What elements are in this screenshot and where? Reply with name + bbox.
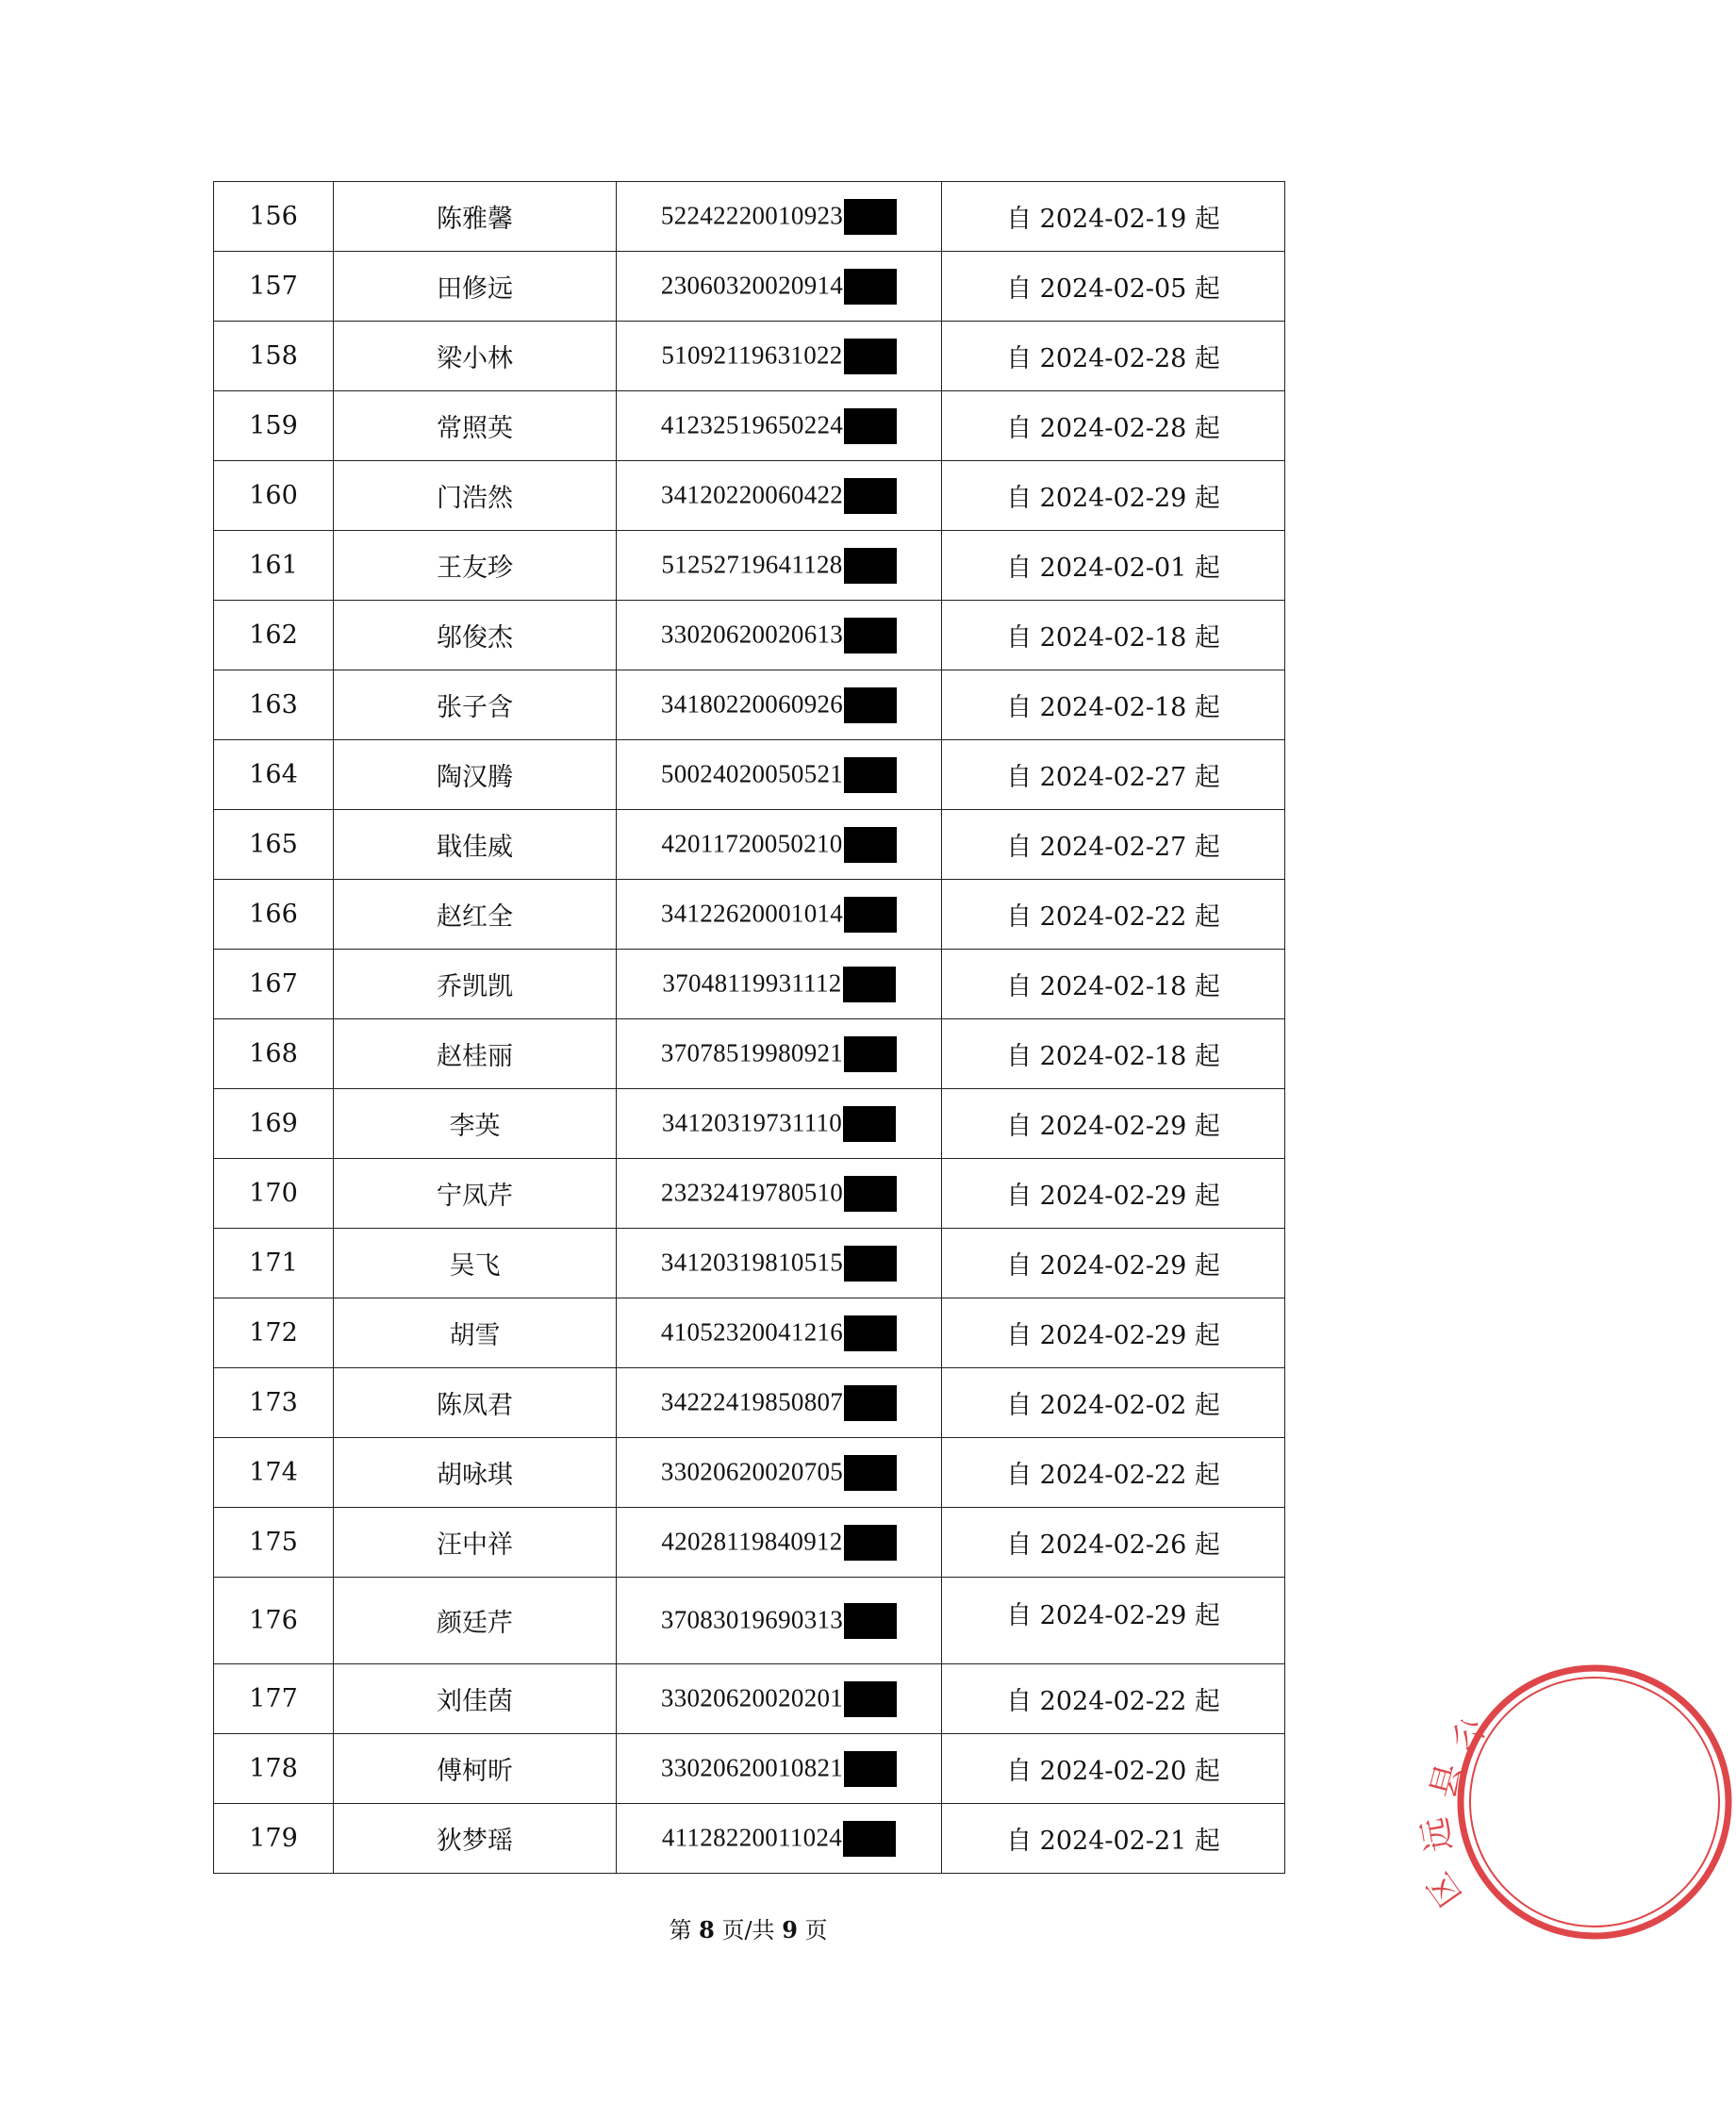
name-cell: 张子含: [334, 670, 617, 740]
redaction-block: [844, 1315, 897, 1351]
id-number-visible-digits: 34122620001014: [660, 899, 844, 927]
row-number-cell: 161: [214, 531, 334, 601]
row-number-cell: 172: [214, 1298, 334, 1368]
id-number-cell: [617, 1089, 942, 1159]
start-date-cell: 自 2024-02-28 起: [942, 391, 1285, 461]
table-row: [214, 740, 1285, 810]
name-cell: 李英: [334, 1089, 617, 1159]
table-row: [214, 391, 1285, 461]
row-number-cell: 167: [214, 950, 334, 1019]
row-number-cell: 171: [214, 1229, 334, 1298]
id-number-visible-digits: 37078519980921: [660, 1038, 844, 1067]
id-number-visible-digits: 23232419780510: [660, 1178, 844, 1206]
name-cell: 宁凤芹: [334, 1159, 617, 1229]
id-number-visible-digits: 34120220060422: [660, 480, 844, 508]
id-number-visible-digits: 33020620020201: [660, 1683, 844, 1712]
svg-text:区: 区: [1420, 1864, 1470, 1913]
start-date-cell: 自 2024-02-18 起: [942, 950, 1285, 1019]
table-row: [214, 670, 1285, 740]
redaction-block: [844, 339, 897, 374]
row-number-cell: 166: [214, 880, 334, 950]
name-cell: 戢佳威: [334, 810, 617, 880]
table-row: [214, 1229, 1285, 1298]
row-number-cell: 163: [214, 670, 334, 740]
row-number-cell: 157: [214, 252, 334, 322]
id-number-cell: [617, 810, 942, 880]
redaction-block: [844, 618, 897, 653]
redaction-block: [844, 548, 897, 584]
row-number-cell: 176: [214, 1578, 334, 1664]
redaction-block: [843, 1106, 896, 1142]
table-row: [214, 1578, 1285, 1664]
table-row: [214, 1159, 1285, 1229]
start-date-cell: 自 2024-02-18 起: [942, 670, 1285, 740]
name-cell: 田修远: [334, 252, 617, 322]
table-row: [214, 880, 1285, 950]
name-cell: 颜廷芹: [334, 1578, 617, 1664]
start-date-cell: 自 2024-02-02 起: [942, 1368, 1285, 1438]
id-number-cell: [617, 670, 942, 740]
start-date-cell: 自 2024-02-18 起: [942, 601, 1285, 670]
start-date-cell: 自 2024-02-20 起: [942, 1734, 1285, 1804]
redaction-block: [843, 1821, 896, 1857]
svg-text:公: 公: [1444, 1710, 1493, 1760]
id-number-cell: [617, 531, 942, 601]
table-row: [214, 1438, 1285, 1508]
name-cell: 邬俊杰: [334, 601, 617, 670]
table-row: [214, 1734, 1285, 1804]
id-number-cell: [617, 1159, 942, 1229]
id-number-visible-digits: 34120319731110: [661, 1108, 843, 1136]
id-number-cell: [617, 1804, 942, 1874]
name-cell: 梁小林: [334, 322, 617, 391]
redaction-block: [844, 1385, 897, 1421]
redaction-block: [844, 827, 897, 863]
start-date-cell: 自 2024-02-27 起: [942, 810, 1285, 880]
id-number-visible-digits: 51092119631022: [661, 340, 843, 369]
start-date-cell: 自 2024-02-22 起: [942, 1438, 1285, 1508]
row-number-cell: 162: [214, 601, 334, 670]
id-number-visible-digits: 52242220010923: [660, 201, 844, 229]
id-number-cell: [617, 1664, 942, 1734]
id-number-cell: [617, 391, 942, 461]
redaction-block: [844, 1525, 897, 1561]
name-cell: 狄梦瑶: [334, 1804, 617, 1874]
row-number-cell: 160: [214, 461, 334, 531]
total-page-count: 9: [782, 1916, 798, 1943]
redaction-block: [844, 1603, 897, 1639]
id-number-visible-digits: 33020620010821: [660, 1753, 844, 1781]
id-number-visible-digits: 37083019690313: [660, 1605, 844, 1633]
svg-text:远: 远: [1415, 1813, 1460, 1855]
redaction-block: [844, 687, 897, 723]
id-number-cell: [617, 1229, 942, 1298]
footer-middle: 页/共: [721, 1917, 775, 1943]
redaction-block: [844, 897, 897, 933]
start-date-cell: 自 2024-02-18 起: [942, 1019, 1285, 1089]
row-number-cell: 173: [214, 1368, 334, 1438]
id-number-cell: [617, 1368, 942, 1438]
id-number-cell: [617, 1438, 942, 1508]
start-date-cell: 自 2024-02-29 起: [942, 1578, 1285, 1664]
table-row: [214, 950, 1285, 1019]
table-row: [214, 1804, 1285, 1874]
name-cell: 吴飞: [334, 1229, 617, 1298]
id-number-cell: [617, 252, 942, 322]
start-date-cell: 自 2024-02-29 起: [942, 461, 1285, 531]
table-row: [214, 461, 1285, 531]
redaction-block: [844, 1751, 897, 1787]
redaction-block: [844, 1036, 897, 1072]
page-footer: [0, 1911, 1496, 1944]
start-date-cell: 自 2024-02-21 起: [942, 1804, 1285, 1874]
id-number-cell: [617, 1734, 942, 1804]
name-cell: 刘佳茵: [334, 1664, 617, 1734]
roster-body: [214, 182, 1285, 1874]
footer-suffix: 页: [804, 1917, 828, 1943]
name-cell: 陈雅馨: [334, 182, 617, 252]
table-row: [214, 1368, 1285, 1438]
redaction-block: [844, 269, 897, 305]
row-number-cell: 164: [214, 740, 334, 810]
row-number-cell: 158: [214, 322, 334, 391]
footer-prefix: 第: [669, 1917, 692, 1943]
start-date-cell: 自 2024-02-29 起: [942, 1089, 1285, 1159]
id-number-visible-digits: 42011720050210: [661, 829, 843, 857]
table-row: [214, 1508, 1285, 1578]
id-number-cell: [617, 1508, 942, 1578]
start-date-cell: 自 2024-02-29 起: [942, 1229, 1285, 1298]
id-number-cell: [617, 1578, 942, 1664]
id-number-visible-digits: 23060320020914: [660, 271, 844, 299]
row-number-cell: 175: [214, 1508, 334, 1578]
id-number-visible-digits: 42028119840912: [661, 1527, 843, 1555]
id-number-visible-digits: 33020620020613: [660, 620, 844, 648]
id-number-visible-digits: 34180220060926: [660, 689, 844, 718]
row-number-cell: 159: [214, 391, 334, 461]
name-cell: 王友珍: [334, 531, 617, 601]
start-date-cell: 自 2024-02-05 起: [942, 252, 1285, 322]
id-number-cell: [617, 182, 942, 252]
name-cell: 傅柯昕: [334, 1734, 617, 1804]
table-row: [214, 810, 1285, 880]
table-row: [214, 322, 1285, 391]
redaction-block: [844, 757, 897, 793]
start-date-cell: 自 2024-02-22 起: [942, 880, 1285, 950]
row-number-cell: 179: [214, 1804, 334, 1874]
row-number-cell: 156: [214, 182, 334, 252]
redaction-block: [844, 1246, 897, 1282]
start-date-cell: 自 2024-02-19 起: [942, 182, 1285, 252]
id-number-cell: [617, 880, 942, 950]
table-row: [214, 1298, 1285, 1368]
row-number-cell: 165: [214, 810, 334, 880]
id-number-visible-digits: 41232519650224: [660, 410, 844, 438]
redaction-block: [843, 967, 896, 1002]
table-row: [214, 531, 1285, 601]
table-row: [214, 1664, 1285, 1734]
name-cell: 陶汉腾: [334, 740, 617, 810]
row-number-cell: 177: [214, 1664, 334, 1734]
name-cell: 汪中祥: [334, 1508, 617, 1578]
redaction-block: [844, 199, 897, 235]
name-cell: 胡咏琪: [334, 1438, 617, 1508]
start-date-cell: 自 2024-02-26 起: [942, 1508, 1285, 1578]
id-number-visible-digits: 41128220011024: [661, 1823, 843, 1851]
id-number-cell: [617, 740, 942, 810]
id-number-visible-digits: 37048119931112: [662, 968, 842, 997]
name-cell: 常照英: [334, 391, 617, 461]
table-row: [214, 601, 1285, 670]
table-row: [214, 1089, 1285, 1159]
table-row: [214, 182, 1285, 252]
id-number-cell: [617, 1298, 942, 1368]
row-number-cell: 169: [214, 1089, 334, 1159]
start-date-cell: 自 2024-02-27 起: [942, 740, 1285, 810]
table-row: [214, 252, 1285, 322]
redaction-block: [844, 1455, 897, 1491]
id-number-cell: [617, 461, 942, 531]
row-number-cell: 178: [214, 1734, 334, 1804]
svg-text:县: 县: [1424, 1759, 1471, 1803]
row-number-cell: 168: [214, 1019, 334, 1089]
name-cell: 赵红全: [334, 880, 617, 950]
name-cell: 赵桂丽: [334, 1019, 617, 1089]
redaction-block: [844, 478, 897, 514]
row-number-cell: 174: [214, 1438, 334, 1508]
current-page-number: 8: [699, 1916, 715, 1943]
id-number-visible-digits: 41052320041216: [660, 1317, 844, 1346]
name-cell: 胡雪: [334, 1298, 617, 1368]
start-date-cell: 自 2024-02-28 起: [942, 322, 1285, 391]
start-date-cell: 自 2024-02-01 起: [942, 531, 1285, 601]
name-cell: 乔凯凯: [334, 950, 617, 1019]
id-number-cell: [617, 950, 942, 1019]
redaction-block: [844, 1176, 897, 1212]
id-number-visible-digits: 51252719641128: [661, 550, 843, 578]
id-number-cell: [617, 322, 942, 391]
id-number-visible-digits: 33020620020705: [660, 1457, 844, 1485]
id-number-visible-digits: 34222419850807: [660, 1387, 844, 1415]
id-number-cell: [617, 601, 942, 670]
redaction-block: [844, 408, 897, 444]
row-number-cell: 170: [214, 1159, 334, 1229]
roster-table: [213, 181, 1285, 1874]
start-date-cell: 自 2024-02-22 起: [942, 1664, 1285, 1734]
start-date-cell: 自 2024-02-29 起: [942, 1159, 1285, 1229]
name-cell: 门浩然: [334, 461, 617, 531]
redaction-block: [844, 1681, 897, 1717]
name-cell: 陈凤君: [334, 1368, 617, 1438]
start-date-cell: 自 2024-02-29 起: [942, 1298, 1285, 1368]
id-number-visible-digits: 50024020050521: [660, 759, 844, 787]
id-number-cell: [617, 1019, 942, 1089]
official-seal-stamp: [1415, 1661, 1736, 1943]
table-row: [214, 1019, 1285, 1089]
id-number-visible-digits: 34120319810515: [660, 1248, 844, 1276]
